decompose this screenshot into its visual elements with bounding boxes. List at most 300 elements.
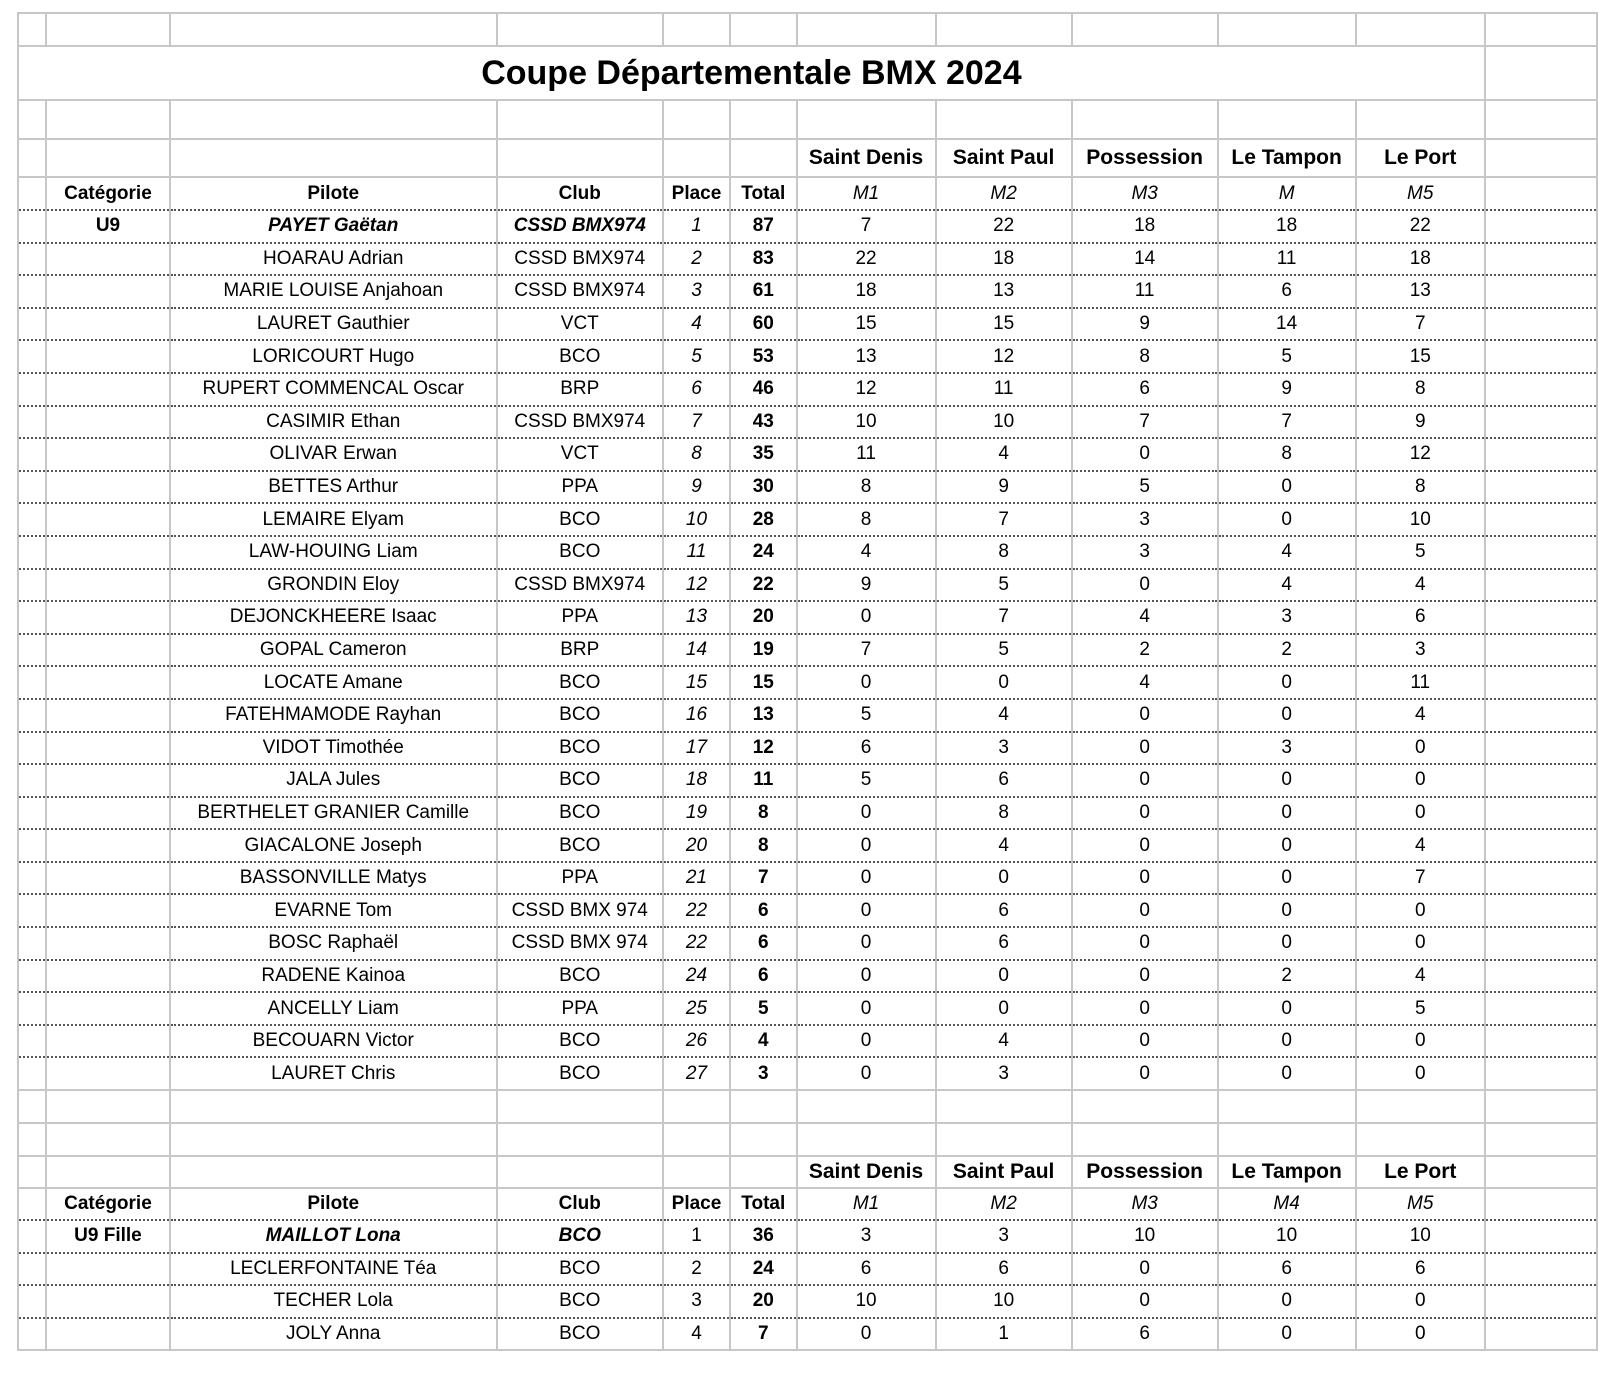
cell[interactable] — [46, 960, 170, 993]
cell[interactable] — [18, 764, 46, 797]
score-cell[interactable]: 7 — [1356, 308, 1485, 341]
pilote-cell[interactable]: GIACALONE Joseph — [170, 829, 497, 862]
club-cell[interactable]: CSSD BMX 974 — [497, 894, 663, 927]
total-cell[interactable]: 6 — [730, 894, 797, 927]
club-cell[interactable]: BCO — [497, 764, 663, 797]
cell[interactable] — [730, 139, 797, 177]
club-cell[interactable]: BCO — [497, 1220, 663, 1253]
cell[interactable] — [18, 1318, 46, 1351]
cell[interactable] — [170, 100, 497, 139]
score-cell[interactable]: 8 — [1072, 340, 1218, 373]
score-cell[interactable]: 5 — [936, 569, 1072, 602]
score-cell[interactable]: 11 — [797, 438, 936, 471]
cell[interactable] — [46, 601, 170, 634]
total-cell[interactable]: 61 — [730, 275, 797, 308]
cell[interactable] — [18, 13, 46, 46]
score-cell[interactable]: 2 — [1218, 634, 1356, 667]
place-cell[interactable]: 21 — [663, 862, 730, 895]
club-cell[interactable]: BCO — [497, 960, 663, 993]
club-cell[interactable]: PPA — [497, 992, 663, 1025]
cell[interactable] — [1485, 406, 1597, 439]
cell[interactable] — [46, 536, 170, 569]
club-cell[interactable]: BCO — [497, 666, 663, 699]
place-cell[interactable]: 11 — [663, 536, 730, 569]
cell[interactable] — [1485, 927, 1597, 960]
club-cell[interactable]: CSSD BMX 974 — [497, 927, 663, 960]
cell[interactable] — [1485, 503, 1597, 536]
score-cell[interactable]: 4 — [1218, 569, 1356, 602]
score-cell[interactable]: 0 — [936, 666, 1072, 699]
pilote-cell[interactable]: BECOUARN Victor — [170, 1025, 497, 1058]
score-cell[interactable]: 0 — [1072, 699, 1218, 732]
cell[interactable] — [46, 1285, 170, 1318]
manche-label[interactable]: M5 — [1356, 177, 1485, 210]
score-cell[interactable]: 4 — [1072, 601, 1218, 634]
total-cell[interactable]: 11 — [730, 764, 797, 797]
score-cell[interactable]: 14 — [1072, 243, 1218, 276]
club-cell[interactable]: BRP — [497, 634, 663, 667]
score-cell[interactable]: 6 — [1072, 373, 1218, 406]
cell[interactable] — [18, 927, 46, 960]
cell[interactable] — [1485, 1090, 1597, 1123]
total-cell[interactable]: 8 — [730, 797, 797, 830]
cell[interactable] — [730, 1090, 797, 1123]
cell[interactable] — [46, 308, 170, 341]
place-cell[interactable]: 6 — [663, 373, 730, 406]
score-cell[interactable]: 7 — [1356, 862, 1485, 895]
score-cell[interactable]: 0 — [1072, 862, 1218, 895]
pilote-cell[interactable]: LAW-HOUING Liam — [170, 536, 497, 569]
total-cell[interactable]: 5 — [730, 992, 797, 1025]
cell[interactable] — [1485, 829, 1597, 862]
score-cell[interactable]: 8 — [936, 797, 1072, 830]
cell[interactable] — [18, 960, 46, 993]
place-cell[interactable]: 3 — [663, 1285, 730, 1318]
score-cell[interactable]: 0 — [797, 601, 936, 634]
total-cell[interactable]: 83 — [730, 243, 797, 276]
pilote-cell[interactable]: BOSC Raphaël — [170, 927, 497, 960]
cell[interactable] — [1485, 536, 1597, 569]
cell[interactable] — [1485, 177, 1597, 210]
score-cell[interactable]: 0 — [1356, 1318, 1485, 1351]
venue-label[interactable]: Saint Paul — [936, 139, 1072, 177]
place-cell[interactable]: 5 — [663, 340, 730, 373]
category-label[interactable]: U9 Fille — [46, 1220, 170, 1253]
total-header[interactable]: Total — [730, 177, 797, 210]
total-cell[interactable]: 7 — [730, 862, 797, 895]
cell[interactable] — [1072, 1090, 1218, 1123]
pilote-cell[interactable]: LOCATE Amane — [170, 666, 497, 699]
cell[interactable] — [18, 340, 46, 373]
venue-label[interactable]: Le Port — [1356, 1156, 1485, 1188]
cell[interactable] — [1072, 1123, 1218, 1156]
score-cell[interactable]: 3 — [1072, 536, 1218, 569]
cell[interactable] — [18, 1090, 46, 1123]
cell[interactable] — [1485, 308, 1597, 341]
score-cell[interactable]: 3 — [797, 1220, 936, 1253]
score-cell[interactable]: 8 — [1218, 438, 1356, 471]
score-cell[interactable]: 5 — [1356, 992, 1485, 1025]
club-header[interactable]: Club — [497, 177, 663, 210]
cell[interactable] — [663, 139, 730, 177]
score-cell[interactable]: 0 — [797, 927, 936, 960]
cell[interactable] — [663, 1090, 730, 1123]
cell[interactable] — [1485, 1156, 1597, 1188]
pilote-cell[interactable]: GOPAL Cameron — [170, 634, 497, 667]
pilote-cell[interactable]: OLIVAR Erwan — [170, 438, 497, 471]
cell[interactable] — [730, 100, 797, 139]
place-cell[interactable]: 2 — [663, 243, 730, 276]
cell[interactable] — [936, 13, 1072, 46]
total-cell[interactable]: 30 — [730, 471, 797, 504]
place-cell[interactable]: 12 — [663, 569, 730, 602]
cell[interactable] — [46, 1090, 170, 1123]
cell[interactable] — [46, 764, 170, 797]
venue-label[interactable]: Saint Paul — [936, 1156, 1072, 1188]
cell[interactable] — [18, 894, 46, 927]
cell[interactable] — [1485, 471, 1597, 504]
cell[interactable] — [1485, 1123, 1597, 1156]
score-cell[interactable]: 0 — [1072, 1057, 1218, 1090]
score-cell[interactable]: 0 — [1218, 797, 1356, 830]
pilote-cell[interactable]: JALA Jules — [170, 764, 497, 797]
score-cell[interactable]: 6 — [1072, 1318, 1218, 1351]
cell[interactable] — [1485, 438, 1597, 471]
cell[interactable] — [797, 13, 936, 46]
total-cell[interactable]: 20 — [730, 1285, 797, 1318]
score-cell[interactable]: 11 — [1072, 275, 1218, 308]
score-cell[interactable]: 0 — [1218, 927, 1356, 960]
score-cell[interactable]: 3 — [936, 732, 1072, 765]
score-cell[interactable]: 9 — [936, 471, 1072, 504]
cell[interactable] — [1485, 243, 1597, 276]
score-cell[interactable]: 0 — [1218, 1057, 1356, 1090]
cell[interactable] — [18, 1220, 46, 1253]
cell[interactable] — [18, 1285, 46, 1318]
score-cell[interactable]: 5 — [797, 699, 936, 732]
club-cell[interactable]: CSSD BMX974 — [497, 569, 663, 602]
place-cell[interactable]: 15 — [663, 666, 730, 699]
manche-label[interactable]: M1 — [797, 177, 936, 210]
score-cell[interactable]: 7 — [936, 601, 1072, 634]
cell[interactable] — [18, 308, 46, 341]
score-cell[interactable]: 4 — [936, 438, 1072, 471]
manche-label[interactable]: M3 — [1072, 1188, 1218, 1220]
place-cell[interactable]: 26 — [663, 1025, 730, 1058]
score-cell[interactable]: 4 — [936, 829, 1072, 862]
club-cell[interactable]: CSSD BMX974 — [497, 243, 663, 276]
score-cell[interactable]: 7 — [1218, 406, 1356, 439]
club-cell[interactable]: CSSD BMX974 — [497, 406, 663, 439]
pilote-cell[interactable]: VIDOT Timothée — [170, 732, 497, 765]
cell[interactable] — [18, 992, 46, 1025]
club-cell[interactable]: BCO — [497, 829, 663, 862]
score-cell[interactable]: 0 — [1072, 960, 1218, 993]
score-cell[interactable]: 13 — [1356, 275, 1485, 308]
score-cell[interactable]: 0 — [797, 992, 936, 1025]
score-cell[interactable]: 6 — [936, 894, 1072, 927]
cell[interactable] — [497, 1156, 663, 1188]
score-cell[interactable]: 6 — [936, 1253, 1072, 1286]
score-cell[interactable]: 18 — [1356, 243, 1485, 276]
score-cell[interactable]: 0 — [1072, 1253, 1218, 1286]
score-cell[interactable]: 10 — [797, 1285, 936, 1318]
club-cell[interactable]: PPA — [497, 471, 663, 504]
score-cell[interactable]: 0 — [1218, 894, 1356, 927]
pilote-cell[interactable]: BERTHELET GRANIER Camille — [170, 797, 497, 830]
cell[interactable] — [46, 406, 170, 439]
score-cell[interactable]: 10 — [1072, 1220, 1218, 1253]
place-cell[interactable]: 14 — [663, 634, 730, 667]
total-cell[interactable]: 6 — [730, 927, 797, 960]
score-cell[interactable]: 4 — [936, 1025, 1072, 1058]
cell[interactable] — [46, 927, 170, 960]
score-cell[interactable]: 22 — [936, 210, 1072, 243]
cell[interactable] — [1485, 894, 1597, 927]
place-header[interactable]: Place — [663, 177, 730, 210]
score-cell[interactable]: 6 — [1356, 601, 1485, 634]
place-header[interactable]: Place — [663, 1188, 730, 1220]
score-cell[interactable]: 8 — [1356, 471, 1485, 504]
cell[interactable] — [18, 797, 46, 830]
score-cell[interactable]: 7 — [797, 210, 936, 243]
manche-label[interactable]: M4 — [1218, 1188, 1356, 1220]
place-cell[interactable]: 10 — [663, 503, 730, 536]
pilote-cell[interactable]: ANCELLY Liam — [170, 992, 497, 1025]
pilote-cell[interactable]: MAILLOT Lona — [170, 1220, 497, 1253]
cell[interactable] — [18, 100, 46, 139]
score-cell[interactable]: 0 — [1356, 1057, 1485, 1090]
venue-label[interactable]: Le Port — [1356, 139, 1485, 177]
cell[interactable] — [46, 732, 170, 765]
cell[interactable] — [663, 13, 730, 46]
club-cell[interactable]: PPA — [497, 862, 663, 895]
score-cell[interactable]: 10 — [797, 406, 936, 439]
score-cell[interactable]: 0 — [936, 960, 1072, 993]
cell[interactable] — [497, 1123, 663, 1156]
place-cell[interactable]: 17 — [663, 732, 730, 765]
score-cell[interactable]: 4 — [1072, 666, 1218, 699]
pilote-header[interactable]: Pilote — [170, 177, 497, 210]
cell[interactable] — [1485, 1318, 1597, 1351]
score-cell[interactable]: 3 — [1218, 732, 1356, 765]
manche-label[interactable]: M1 — [797, 1188, 936, 1220]
sheet-title[interactable]: Coupe Départementale BMX 2024 — [18, 46, 1485, 100]
cell[interactable] — [1485, 46, 1597, 100]
score-cell[interactable]: 12 — [1356, 438, 1485, 471]
cell[interactable] — [18, 634, 46, 667]
score-cell[interactable]: 15 — [1356, 340, 1485, 373]
cell[interactable] — [1485, 732, 1597, 765]
score-cell[interactable]: 7 — [797, 634, 936, 667]
score-cell[interactable]: 0 — [797, 1057, 936, 1090]
cell[interactable] — [18, 699, 46, 732]
cell[interactable] — [497, 1090, 663, 1123]
club-cell[interactable]: BCO — [497, 1318, 663, 1351]
cell[interactable] — [1485, 601, 1597, 634]
cell[interactable] — [1485, 1285, 1597, 1318]
cell[interactable] — [46, 862, 170, 895]
score-cell[interactable]: 10 — [1218, 1220, 1356, 1253]
cell[interactable] — [46, 139, 170, 177]
cell[interactable] — [18, 503, 46, 536]
score-cell[interactable]: 11 — [1356, 666, 1485, 699]
cell[interactable] — [797, 100, 936, 139]
pilote-cell[interactable]: DEJONCKHEERE Isaac — [170, 601, 497, 634]
venue-label[interactable]: Le Tampon — [1218, 139, 1356, 177]
score-cell[interactable]: 10 — [936, 406, 1072, 439]
place-cell[interactable]: 16 — [663, 699, 730, 732]
total-header[interactable]: Total — [730, 1188, 797, 1220]
cell[interactable] — [663, 1123, 730, 1156]
cell[interactable] — [18, 1057, 46, 1090]
cell[interactable] — [18, 732, 46, 765]
score-cell[interactable]: 0 — [1072, 797, 1218, 830]
cell[interactable] — [730, 1156, 797, 1188]
score-cell[interactable]: 10 — [1356, 1220, 1485, 1253]
cell[interactable] — [1485, 1057, 1597, 1090]
cell[interactable] — [18, 1123, 46, 1156]
score-cell[interactable]: 0 — [1218, 764, 1356, 797]
total-cell[interactable]: 35 — [730, 438, 797, 471]
cell[interactable] — [1485, 373, 1597, 406]
cell[interactable] — [730, 1123, 797, 1156]
score-cell[interactable]: 3 — [936, 1057, 1072, 1090]
pilote-cell[interactable]: HOARAU Adrian — [170, 243, 497, 276]
score-cell[interactable]: 0 — [1218, 992, 1356, 1025]
cell[interactable] — [1485, 139, 1597, 177]
score-cell[interactable]: 12 — [797, 373, 936, 406]
score-cell[interactable]: 13 — [936, 275, 1072, 308]
pilote-cell[interactable]: LAURET Chris — [170, 1057, 497, 1090]
place-cell[interactable]: 4 — [663, 1318, 730, 1351]
cell[interactable] — [46, 699, 170, 732]
cell[interactable] — [1485, 1220, 1597, 1253]
score-cell[interactable]: 0 — [1218, 1025, 1356, 1058]
score-cell[interactable]: 6 — [936, 764, 1072, 797]
categorie-header[interactable]: Catégorie — [46, 177, 170, 210]
cell[interactable] — [1356, 1090, 1485, 1123]
score-cell[interactable]: 7 — [936, 503, 1072, 536]
place-cell[interactable]: 18 — [663, 764, 730, 797]
cell[interactable] — [663, 1156, 730, 1188]
cell[interactable] — [46, 438, 170, 471]
cell[interactable] — [170, 1156, 497, 1188]
cell[interactable] — [46, 471, 170, 504]
cell[interactable] — [936, 1123, 1072, 1156]
score-cell[interactable]: 0 — [797, 1025, 936, 1058]
score-cell[interactable]: 4 — [1356, 960, 1485, 993]
manche-label[interactable]: M2 — [936, 177, 1072, 210]
pilote-cell[interactable]: FATEHMAMODE Rayhan — [170, 699, 497, 732]
total-cell[interactable]: 28 — [730, 503, 797, 536]
place-cell[interactable]: 22 — [663, 894, 730, 927]
score-cell[interactable]: 0 — [1072, 1025, 1218, 1058]
cell[interactable] — [46, 373, 170, 406]
cell[interactable] — [1356, 100, 1485, 139]
total-cell[interactable]: 13 — [730, 699, 797, 732]
cell[interactable] — [663, 100, 730, 139]
pilote-cell[interactable]: MARIE LOUISE Anjahoan — [170, 275, 497, 308]
cell[interactable] — [46, 275, 170, 308]
cell[interactable] — [18, 1025, 46, 1058]
cell[interactable] — [1485, 666, 1597, 699]
cell[interactable] — [46, 569, 170, 602]
cell[interactable] — [46, 634, 170, 667]
cell[interactable] — [46, 992, 170, 1025]
cell[interactable] — [730, 13, 797, 46]
score-cell[interactable]: 8 — [797, 503, 936, 536]
score-cell[interactable]: 18 — [936, 243, 1072, 276]
cell[interactable] — [1485, 1025, 1597, 1058]
score-cell[interactable]: 18 — [1072, 210, 1218, 243]
score-cell[interactable]: 5 — [1218, 340, 1356, 373]
score-cell[interactable]: 6 — [936, 927, 1072, 960]
pilote-cell[interactable]: LORICOURT Hugo — [170, 340, 497, 373]
score-cell[interactable]: 0 — [1072, 927, 1218, 960]
total-cell[interactable]: 12 — [730, 732, 797, 765]
score-cell[interactable]: 3 — [1356, 634, 1485, 667]
cell[interactable] — [1485, 210, 1597, 243]
club-cell[interactable]: BCO — [497, 340, 663, 373]
venue-label[interactable]: Le Tampon — [1218, 1156, 1356, 1188]
total-cell[interactable]: 6 — [730, 960, 797, 993]
cell[interactable] — [1356, 1123, 1485, 1156]
cell[interactable] — [46, 894, 170, 927]
score-cell[interactable]: 0 — [1356, 1285, 1485, 1318]
cell[interactable] — [1485, 634, 1597, 667]
score-cell[interactable]: 0 — [797, 960, 936, 993]
place-cell[interactable]: 1 — [663, 1220, 730, 1253]
cell[interactable] — [18, 471, 46, 504]
score-cell[interactable]: 5 — [797, 764, 936, 797]
score-cell[interactable]: 7 — [1072, 406, 1218, 439]
score-cell[interactable]: 0 — [1356, 732, 1485, 765]
pilote-cell[interactable]: BASSONVILLE Matys — [170, 862, 497, 895]
cell[interactable] — [797, 1090, 936, 1123]
score-cell[interactable]: 0 — [797, 829, 936, 862]
manche-label[interactable]: M — [1218, 177, 1356, 210]
score-cell[interactable]: 0 — [936, 862, 1072, 895]
total-cell[interactable]: 22 — [730, 569, 797, 602]
cell[interactable] — [497, 100, 663, 139]
score-cell[interactable]: 22 — [1356, 210, 1485, 243]
categorie-header[interactable]: Catégorie — [46, 1188, 170, 1220]
score-cell[interactable]: 0 — [1218, 862, 1356, 895]
manche-label[interactable]: M5 — [1356, 1188, 1485, 1220]
pilote-cell[interactable]: JOLY Anna — [170, 1318, 497, 1351]
cell[interactable] — [18, 438, 46, 471]
cell[interactable] — [1485, 275, 1597, 308]
category-label[interactable]: U9 — [46, 210, 170, 243]
cell[interactable] — [1485, 340, 1597, 373]
cell[interactable] — [46, 503, 170, 536]
cell[interactable] — [1218, 1123, 1356, 1156]
score-cell[interactable]: 4 — [1356, 569, 1485, 602]
cell[interactable] — [18, 569, 46, 602]
score-cell[interactable]: 0 — [1072, 438, 1218, 471]
cell[interactable] — [1485, 992, 1597, 1025]
cell[interactable] — [18, 406, 46, 439]
score-cell[interactable]: 10 — [1356, 503, 1485, 536]
pilote-header[interactable]: Pilote — [170, 1188, 497, 1220]
club-cell[interactable]: BRP — [497, 373, 663, 406]
total-cell[interactable]: 36 — [730, 1220, 797, 1253]
score-cell[interactable]: 0 — [1218, 503, 1356, 536]
total-cell[interactable]: 20 — [730, 601, 797, 634]
club-cell[interactable]: BCO — [497, 1285, 663, 1318]
cell[interactable] — [1356, 13, 1485, 46]
